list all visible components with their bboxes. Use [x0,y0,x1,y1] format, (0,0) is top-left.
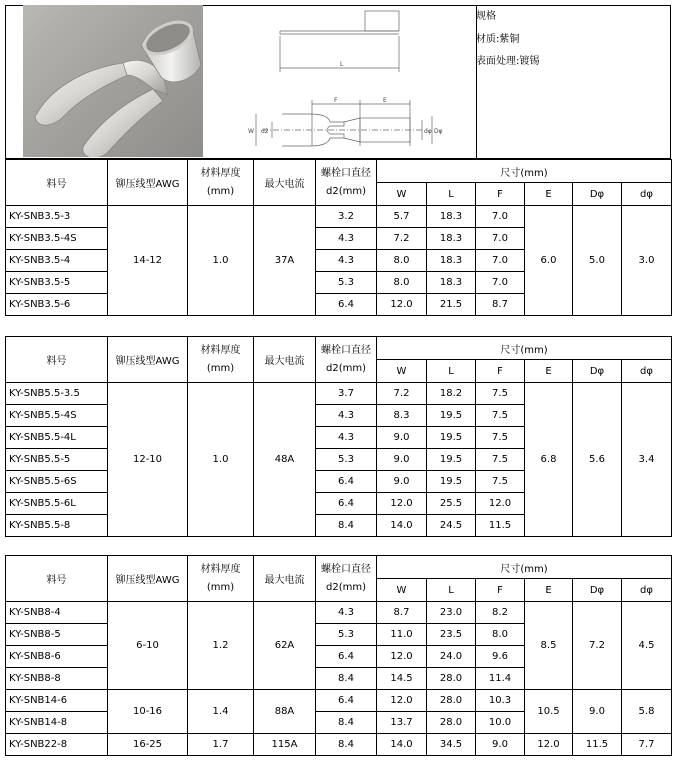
w-cell: 12.0 [377,690,427,712]
l-cell: 23.5 [427,624,476,646]
header-bolt: 螺栓口直径 d2(mm) [316,160,377,206]
small-d-cell: 3.0 [622,206,672,316]
spec-table-2 [5,336,672,537]
header-d: dφ [622,183,672,206]
header-current: 最大电流 [254,160,316,206]
bolt-cell: 3.7 [316,383,377,405]
label-E: E [383,97,387,104]
header-F: F [476,579,525,602]
header-awg: 铆压线型AWG [108,160,188,206]
label-d: dφ [424,128,432,135]
part-number: KY-SNB8-8 [6,668,108,690]
part-number: KY-SNB14-8 [6,712,108,734]
part-number: KY-SNB3.5-5 [6,272,108,294]
f-cell: 7.0 [476,228,525,250]
bolt-cell: 4.3 [316,228,377,250]
thickness-cell: 1.7 [188,734,254,756]
header-thickness: 材料厚度 (mm) [188,556,254,602]
header-D: Dφ [573,183,622,206]
bolt-cell: 6.4 [316,646,377,668]
l-cell: 18.3 [427,272,476,294]
w-cell: 9.0 [377,471,427,493]
bolt-cell: 4.3 [316,602,377,624]
header-E: E [525,183,573,206]
l-cell: 28.0 [427,668,476,690]
header-bolt: 螺栓口直径 d2(mm) [316,556,377,602]
header-F: F [476,360,525,383]
bolt-cell: 4.3 [316,405,377,427]
bolt-cell: 5.3 [316,624,377,646]
header-part: 料号 [6,556,108,602]
f-cell: 7.5 [476,471,525,493]
header-dims: 尺寸(mm) [377,556,672,579]
part-number: KY-SNB5.5-4L [6,427,108,449]
part-number: KY-SNB3.5-3 [6,206,108,228]
header-dims: 尺寸(mm) [377,160,672,183]
spec-table-1 [5,159,672,316]
current-cell: 62A [254,602,316,690]
w-cell: 7.2 [377,383,427,405]
label-D: Dφ [434,128,443,135]
l-cell: 19.5 [427,449,476,471]
small-d-cell: 5.8 [622,690,672,734]
f-cell: 7.0 [476,206,525,228]
l-cell: 28.0 [427,690,476,712]
l-cell: 18.2 [427,383,476,405]
awg-cell: 14-12 [108,206,188,316]
l-cell: 24.5 [427,515,476,537]
l-cell: 19.5 [427,405,476,427]
bolt-cell: 8.4 [316,668,377,690]
part-number: KY-SNB5.5-5 [6,449,108,471]
current-cell: 37A [254,206,316,316]
w-cell: 9.0 [377,427,427,449]
part-number: KY-SNB8-6 [6,646,108,668]
bolt-cell: 3.2 [316,206,377,228]
surface-label: 表面处理:镀锡 [476,56,540,67]
bolt-cell: 4.3 [316,427,377,449]
l-cell: 19.5 [427,427,476,449]
small-d-cell: 4.5 [622,602,672,690]
part-number: KY-SNB14-6 [6,690,108,712]
f-cell: 8.0 [476,624,525,646]
part-number: KY-SNB5.5-6L [6,493,108,515]
header-W: W [377,579,427,602]
bolt-cell: 8.4 [316,515,377,537]
header-L: L [427,360,476,383]
label-d2: d2 [261,128,269,135]
header-D: Dφ [573,360,622,383]
header-E: E [525,360,573,383]
big-d-cell: 9.0 [573,690,622,734]
part-number: KY-SNB3.5-4 [6,250,108,272]
awg-cell: 12-10 [108,383,188,537]
e-cell: 6.8 [525,383,573,537]
header-d: dφ [622,360,672,383]
e-cell: 6.0 [525,206,573,316]
table-row [6,602,672,624]
l-cell: 24.0 [427,646,476,668]
awg-cell: 16-25 [108,734,188,756]
part-number: KY-SNB5.5-8 [6,515,108,537]
awg-cell: 10-16 [108,690,188,734]
fork-prong-right [83,89,163,157]
part-number: KY-SNB22-8 [6,734,108,756]
f-cell: 7.0 [476,272,525,294]
header-W: W [377,360,427,383]
bolt-cell: 5.3 [316,272,377,294]
small-d-cell: 3.4 [622,383,672,537]
f-cell: 10.0 [476,712,525,734]
header-L: L [427,183,476,206]
header-part: 料号 [6,160,108,206]
f-cell: 7.5 [476,427,525,449]
f-cell: 10.3 [476,690,525,712]
part-number: KY-SNB5.5-3.5 [6,383,108,405]
bolt-cell: 8.4 [316,734,377,756]
l-cell: 25.5 [427,493,476,515]
w-cell: 12.0 [377,646,427,668]
header-awg: 铆压线型AWG [108,337,188,383]
w-cell: 8.0 [377,250,427,272]
f-cell: 9.0 [476,734,525,756]
f-cell: 11.5 [476,515,525,537]
current-cell: 88A [254,690,316,734]
label-F: F [334,97,338,104]
bolt-cell: 6.4 [316,493,377,515]
big-d-cell: 7.2 [573,602,622,690]
spec-label: 规格 [476,11,496,22]
l-cell: 34.5 [427,734,476,756]
l-cell: 18.3 [427,250,476,272]
header-current: 最大电流 [254,556,316,602]
l-cell: 19.5 [427,471,476,493]
side-view-barrel [365,11,399,31]
header-F: F [476,183,525,206]
f-cell: 8.7 [476,294,525,316]
table-row [6,206,672,228]
w-cell: 7.2 [377,228,427,250]
e-cell: 8.5 [525,602,573,690]
current-cell: 48A [254,383,316,537]
f-cell: 7.5 [476,449,525,471]
thickness-cell: 1.2 [188,602,254,690]
header-thickness: 材料厚度 (mm) [188,337,254,383]
awg-cell: 6-10 [108,602,188,690]
table-row [6,690,672,712]
table-row [6,383,672,405]
header-E: E [525,579,573,602]
f-cell: 7.0 [476,250,525,272]
f-cell: 11.4 [476,668,525,690]
label-W: W [248,128,254,135]
part-number: KY-SNB8-5 [6,624,108,646]
header-bolt: 螺栓口直径 d2(mm) [316,337,377,383]
w-cell: 12.0 [377,493,427,515]
w-cell: 13.7 [377,712,427,734]
l-cell: 28.0 [427,712,476,734]
spec-table-3 [5,555,672,756]
product-photo [23,5,203,157]
header-awg: 铆压线型AWG [108,556,188,602]
l-cell: 21.5 [427,294,476,316]
f-cell: 12.0 [476,493,525,515]
w-cell: 14.5 [377,668,427,690]
w-cell: 9.0 [377,449,427,471]
f-cell: 8.2 [476,602,525,624]
w-cell: 12.0 [377,294,427,316]
table-row [6,734,672,756]
part-number: KY-SNB8-4 [6,602,108,624]
header-dims: 尺寸(mm) [377,337,672,360]
f-cell: 7.5 [476,405,525,427]
l-cell: 18.3 [427,206,476,228]
small-d-cell: 7.7 [622,734,672,756]
thickness-cell: 1.0 [188,206,254,316]
big-d-cell: 11.5 [573,734,622,756]
big-d-cell: 5.0 [573,206,622,316]
header-D: Dφ [573,579,622,602]
bolt-cell: 4.3 [316,250,377,272]
w-cell: 8.3 [377,405,427,427]
thickness-cell: 1.4 [188,690,254,734]
w-cell: 5.7 [377,206,427,228]
label-L: L [340,61,344,68]
l-cell: 18.3 [427,228,476,250]
thickness-cell: 1.0 [188,383,254,537]
header-d: dφ [622,579,672,602]
l-cell: 23.0 [427,602,476,624]
bolt-cell: 6.4 [316,294,377,316]
w-cell: 14.0 [377,734,427,756]
part-number: KY-SNB3.5-4S [6,228,108,250]
bolt-cell: 5.3 [316,449,377,471]
bolt-cell: 8.4 [316,712,377,734]
header-W: W [377,183,427,206]
w-cell: 14.0 [377,515,427,537]
bolt-cell: 6.4 [316,690,377,712]
bolt-cell: 6.4 [316,471,377,493]
current-cell: 115A [254,734,316,756]
f-cell: 9.6 [476,646,525,668]
f-cell: 7.5 [476,383,525,405]
w-cell: 8.0 [377,272,427,294]
header-thickness: 材料厚度 (mm) [188,160,254,206]
part-number: KY-SNB3.5-6 [6,294,108,316]
technical-drawing [232,6,470,156]
e-cell: 12.0 [525,734,573,756]
header-part: 料号 [6,337,108,383]
header-L: L [427,579,476,602]
e-cell: 10.5 [525,690,573,734]
w-cell: 8.7 [377,602,427,624]
header-current: 最大电流 [254,337,316,383]
fork-outline [282,114,344,146]
material-label: 材质:紫铜 [476,34,520,45]
part-number: KY-SNB5.5-6S [6,471,108,493]
header-divider [476,6,477,158]
big-d-cell: 5.6 [573,383,622,537]
w-cell: 11.0 [377,624,427,646]
part-number: KY-SNB5.5-4S [6,405,108,427]
